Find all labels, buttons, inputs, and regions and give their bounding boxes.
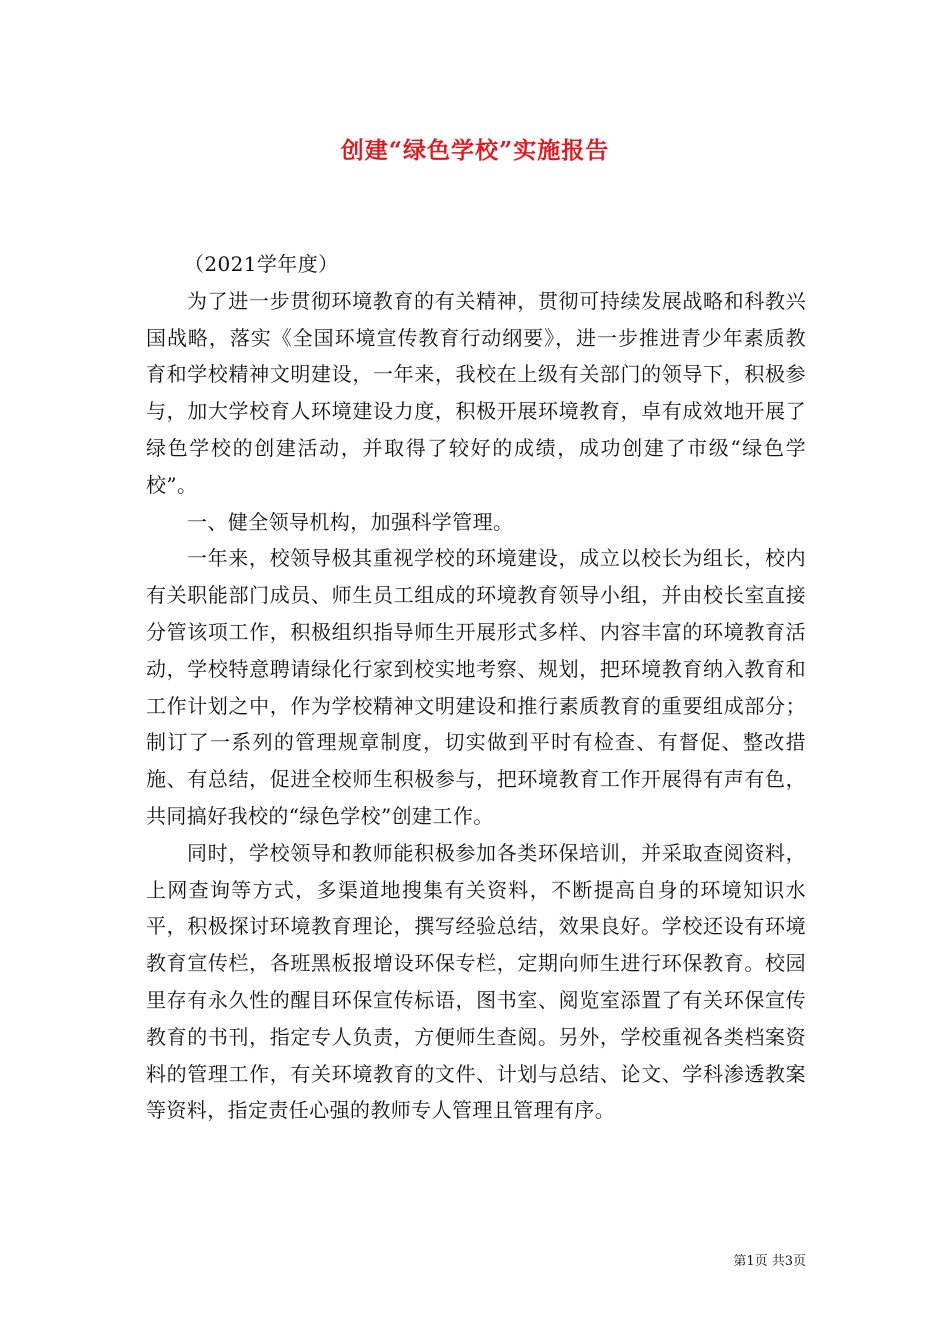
section-heading: 一、健全领导机构，加强科学管理。 [187,509,514,534]
document-title: 创建“绿色学校”实施报告 [340,137,610,164]
intro-paragraph: 为了进一步贯彻环境教育的有关精神，贯彻可持续发展战略和科教兴国战略，落实《全国环境宣传教育行动纲要》，进一步推进青少年素质教育和学校精神文明建设，一年来，我校在上级有关部门的领导下，积极参与，加大学校育人环境建设力度，积极开展环境教育，卓有成效地开展了绿色学校的创建活动，并取得了较好的成绩，成功创建了市级“绿色学校”。 [146,288,806,497]
page-number-footer: 第1页 共3页 [733,1254,806,1269]
body-paragraph: 一年来，校领导极其重视学校的环境建设，成立以校长为组长，校内有关职能部门成员、师生员工组成的环境教育领导小组，并由校长室直接分管该项工作，积极组织指导师生开展形式多样、内容丰富的环境教育活动，学校特意聘请绿化行家到校实地考察、规划，把环境教育纳入教育和工作计划之中，作为学校精神文明建设和推行素质教育的重要组成部分；制订了一系列的管理规章制度，切实做到平时有检查、有督促、整改措施、有总结，促进全校师生积极参与，把环境教育工作开展得有声有色，共同搞好我校的“绿色学校”创建工作。 [146,546,806,828]
academic-year-line: （2021学年度） [184,252,339,276]
document-body [146,246,806,1129]
body-paragraph: 同时，学校领导和教师能积极参加各类环保培训，并采取查阅资料，上网查询等方式，多渠道地搜集有关资料，不断提高自身的环境知识水平，积极探讨环境教育理论，撰写经验总结，效果良好。学校还设有环境教育宣传栏，各班黑板报增设环保专栏，定期向师生进行环保教育。校园里存有永久性的醒目环保宣传标语，图书室、阅览室添置了有关环保宣传教育的书刊，指定专人负责，方便师生查阅。另外，学校重视各类档案资料的管理工作，有关环境教育的文件、计划与总结、论文、学科渗透教案等资料，指定责任心强的教师专人管理且管理有序。 [146,840,806,1123]
